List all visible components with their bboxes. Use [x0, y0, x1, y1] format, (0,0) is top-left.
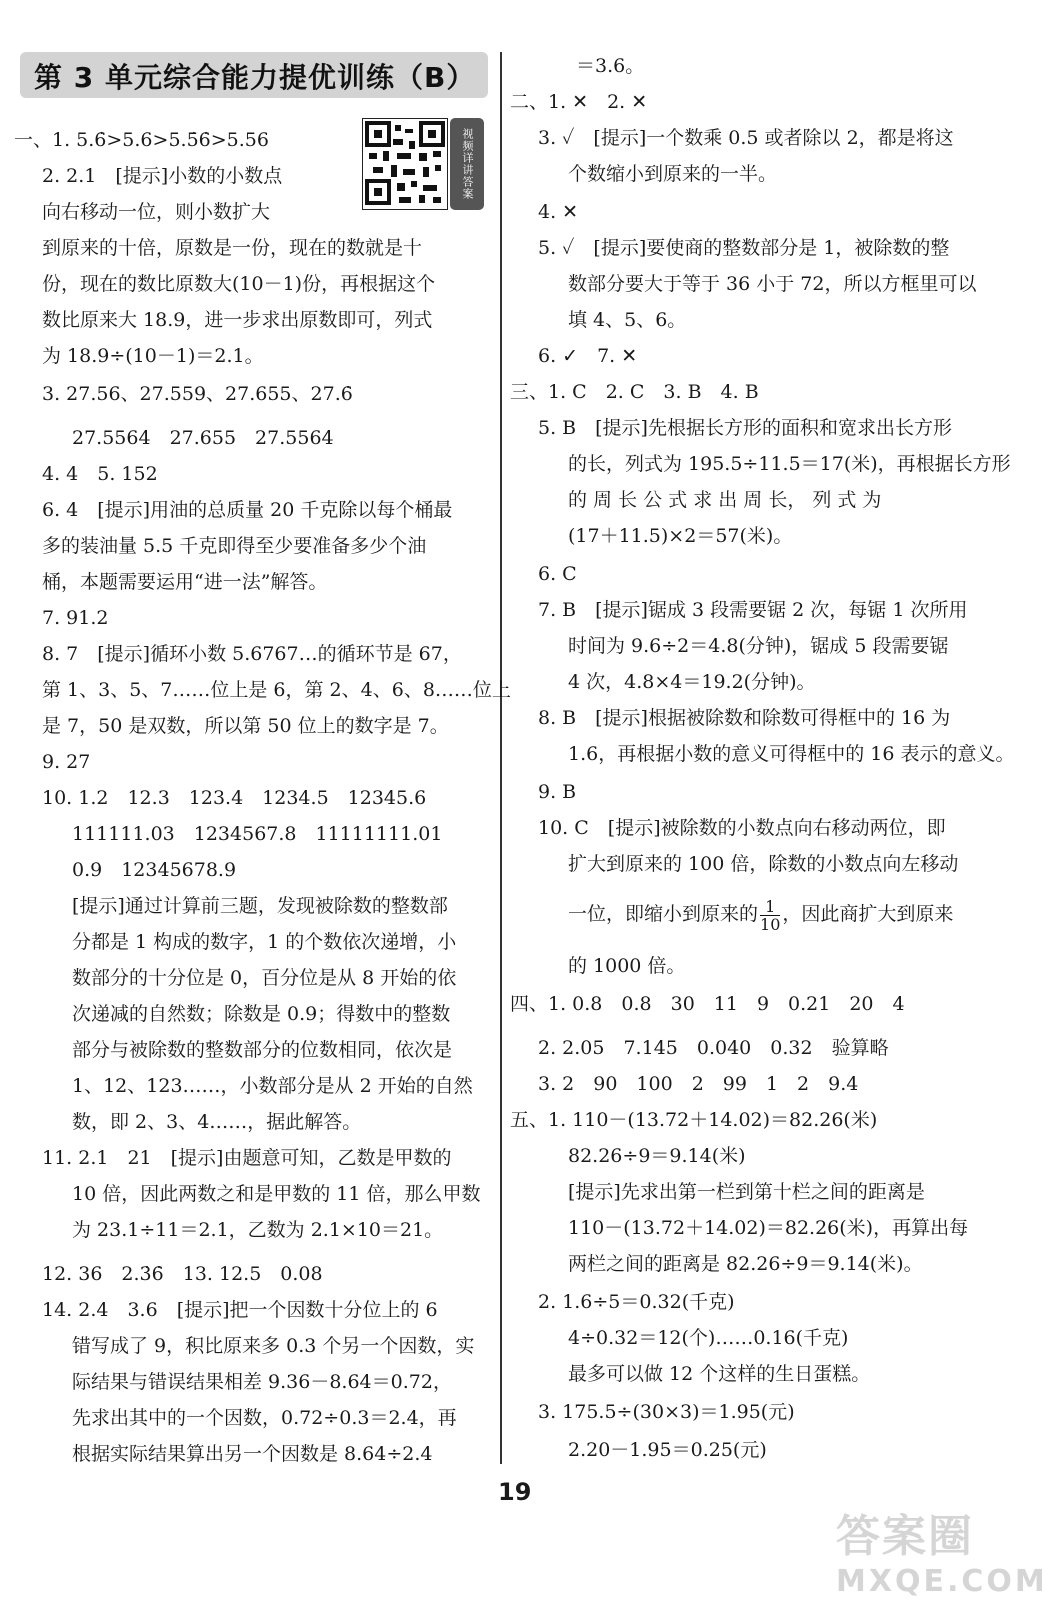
answer-line: 3. 175.5÷(30×3)＝1.95(元)	[538, 1401, 795, 1423]
answer-line: 27.5564̇ 27.655 27.5564̇	[72, 427, 334, 449]
answer-line: 7. 91.2	[42, 607, 109, 629]
answer-line: 11. 2.1 21 [提示]由题意可知，乙数是甲数的	[42, 1147, 452, 1169]
answer-line: 际结果与错误结果相差 9.36－8.64＝0.72，	[72, 1371, 452, 1393]
answer-line: 先求出其中的一个因数，0.72÷0.3＝2.4，再	[72, 1407, 457, 1429]
answer-line: 4. ✕	[538, 201, 579, 223]
answer-line: 2.20－1.95＝0.25(元)	[568, 1439, 767, 1461]
answer-line: 的 周 长 公 式 求 出 周 长， 列 式 为	[568, 489, 882, 511]
answer-line: 一、1. 5.6̇>5.6>5.5̇6̇>5.56	[14, 129, 269, 151]
answer-line: [提示]先求出第一栏到第十栏之间的距离是	[568, 1181, 925, 1203]
answer-line: 根据实际结果算出另一个因数是 8.64÷2.4	[72, 1443, 433, 1465]
qr-code-icon[interactable]	[362, 118, 448, 210]
answer-line: 5. ✓ [提示]要使商的整数部分是 1，被除数的整	[538, 237, 950, 259]
answer-line: 到原来的十倍，原数是一份，现在的数就是十	[42, 237, 423, 259]
answer-line: 82.26÷9＝9.14(米)	[568, 1145, 746, 1167]
watermark-logo	[836, 1500, 1048, 1599]
answer-line: 10 倍，因此两数之和是甲数的 11 倍，那么甲数	[72, 1183, 481, 1205]
answer-line: 数，即 2、3、4……，据此解答。	[72, 1111, 362, 1133]
answer-line: 四、1. 0.8 0.8 30 11 9 0.21 20 4	[510, 993, 905, 1015]
answer-line: 2. 2.05 7.14̇5 0.040 0.32 验算略	[538, 1037, 889, 1059]
fraction-prefix: 一位，即缩小到原来的	[568, 903, 759, 925]
answer-line: ＝3.6。	[576, 55, 645, 77]
answer-line: 8. B [提示]根据被除数和除数可得框中的 16 为	[538, 707, 951, 729]
answer-line: 是 7，50 是双数，所以第 50 位上的数字是 7。	[42, 715, 449, 737]
answer-line: 桶，本题需要运用“进一法”解答。	[42, 571, 328, 593]
answer-line: 6. ✓ 7. ✕	[538, 345, 638, 367]
answer-line: 为 23.1÷11＝2.1，乙数为 2.1×10＝21。	[72, 1219, 444, 1241]
answer-line: 部分与被除数的整数部分的位数相同，依次是	[72, 1039, 453, 1061]
answer-line: 1、12、123……，小数部分是从 2 开始的自然	[72, 1075, 473, 1097]
answer-line: 数部分的十分位是 0，百分位是从 8 开始的依	[72, 967, 457, 989]
answer-line: 9. B	[538, 781, 577, 803]
answer-line: (17＋11.5)×2＝57(米)。	[568, 525, 793, 547]
answer-line: 五、1. 110－(13.72＋14.02)＝82.26(米)	[510, 1109, 878, 1131]
answer-line: 3. 2 90 100 2 99 1 2 9.4	[538, 1073, 859, 1095]
answer-line: 1.6，再根据小数的意义可得框中的 16 表示的意义。	[568, 743, 1015, 765]
answer-line: 数比原来大 18.9，进一步求出原数即可，列式	[42, 309, 433, 331]
answer-line: 4 次，4.8×4＝19.2(分钟)。	[568, 671, 816, 693]
answer-line: 3. 27.56、27.559、27.655、27.6̇	[42, 383, 353, 405]
watermark-bottom: MXQE.COM	[836, 1564, 1048, 1599]
answer-line: 向右移动一位，则小数扩大	[42, 201, 271, 223]
answer-line: 份，现在的数比原数大(10－1)份，再根据这个	[42, 273, 436, 295]
answer-line: 次递减的自然数；除数是 0.9；得数中的整数	[72, 1003, 451, 1025]
answer-line: 多的装油量 5.5 千克即得至少要准备多少个油	[42, 535, 427, 557]
answer-line: 数部分要大于等于 36 小于 72，所以方框里可以	[568, 273, 977, 295]
answer-line: 12. 36 2.3̇6̇ 13. 12.5 0.08	[42, 1263, 323, 1285]
answer-line: 错写成了 9，积比原来多 0.3 个另一个因数，实	[72, 1335, 475, 1357]
answer-line: 10. C [提示]被除数的小数点向右移动两位，即	[538, 817, 946, 839]
answer-line: 两栏之间的距离是 82.26÷9＝9.14(米)。	[568, 1253, 923, 1275]
answer-line: 二、1. ✕ 2. ✕	[510, 91, 648, 113]
answer-line: 3. ✓ [提示]一个数乘 0.5 或者除以 2，都是将这	[538, 127, 954, 149]
answer-line: 14. 2.4 3.6 [提示]把一个因数十分位上的 6	[42, 1299, 438, 1321]
answer-line	[568, 896, 953, 933]
answer-line: 4÷0.32＝12(个)……0.16(千克)	[568, 1327, 849, 1349]
answer-line: 6. C	[538, 563, 577, 585]
answer-line: 111111.03 1234567.8 11111111.01	[72, 823, 443, 845]
qr-label: 视频详讲答案	[450, 118, 484, 210]
answer-line: 0.9 12345678.9	[72, 859, 237, 881]
answer-line: 7. B [提示]锯成 3 段需要锯 2 次，每锯 1 次所用	[538, 599, 968, 621]
answer-line: 的 1000 倍。	[568, 955, 686, 977]
answer-line: 第 1、3、5、7……位上是 6，第 2、4、6、8……位上	[42, 679, 511, 701]
fraction-numerator: 1	[760, 898, 780, 916]
answer-line: 2. 2.1 [提示]小数的小数点	[42, 165, 283, 187]
fraction-suffix: ，因此商扩大到原来	[782, 903, 954, 925]
answer-line: 时间为 9.6÷2＝4.8(分钟)，锯成 5 段需要锯	[568, 635, 949, 657]
watermark-top: 答案圈	[836, 1511, 974, 1562]
answer-line: 扩大到原来的 100 倍，除数的小数点向左移动	[568, 853, 959, 875]
page-number: 19	[498, 1478, 532, 1506]
answer-line: 2. 1.6÷5＝0.32(千克)	[538, 1291, 735, 1313]
answer-line: 最多可以做 12 个这样的生日蛋糕。	[568, 1363, 871, 1385]
answer-line: 8. 7 [提示]循环小数 5.6767…的循环节是 67，	[42, 643, 462, 665]
answer-line: 分都是 1 构成的数字，1 的个数依次递增，小	[72, 931, 457, 953]
answer-line: 110－(13.72＋14.02)＝82.26(米)，再算出每	[568, 1217, 969, 1239]
column-divider	[500, 52, 502, 1464]
fraction	[760, 898, 780, 933]
fraction-denominator: 10	[760, 914, 781, 934]
answer-line: 填 4、5、6。	[568, 309, 687, 331]
answer-line: 6. 4 [提示]用油的总质量 20 千克除以每个桶最	[42, 499, 453, 521]
answer-line: 5. B [提示]先根据长方形的面积和宽求出长方形	[538, 417, 952, 439]
answer-line: 为 18.9÷(10－1)＝2.1。	[42, 345, 264, 367]
answer-line: 个数缩小到原来的一半。	[568, 163, 778, 185]
answer-line: 三、1. C 2. C 3. B 4. B	[510, 381, 759, 403]
answer-line: 10. 1.2 12.3 123.4 1234.5 12345.6	[42, 787, 427, 809]
page-title: 第 3 单元综合能力提优训练（B）	[34, 61, 476, 94]
answer-line: 9. 27	[42, 751, 91, 773]
answer-line: [提示]通过计算前三题，发现被除数的整数部	[72, 895, 448, 917]
answer-line: 4. 4 5. 152	[42, 463, 158, 485]
answer-line: 的长，列式为 195.5÷11.5＝17(米)，再根据长方形	[568, 453, 1011, 475]
